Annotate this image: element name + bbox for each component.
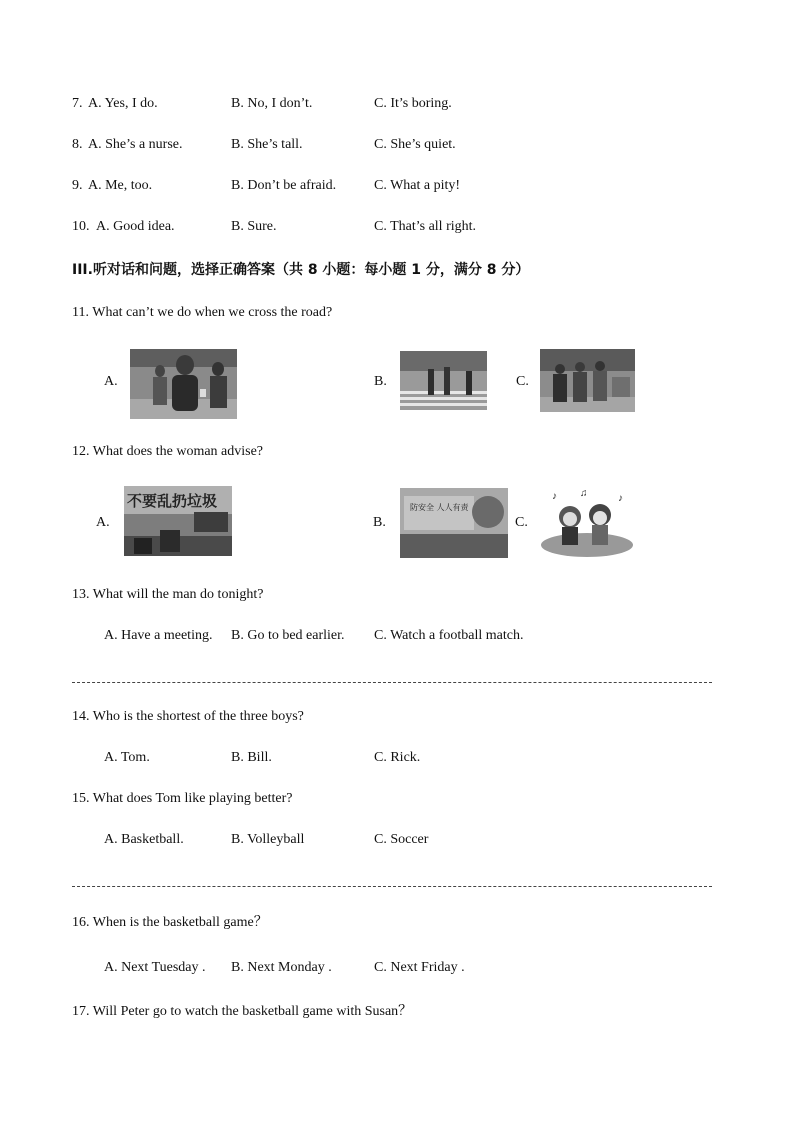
option-b: B. She’s tall. xyxy=(231,137,303,152)
svg-text:♪: ♪ xyxy=(552,491,557,502)
question-14: 14. Who is the shortest of the three boys? xyxy=(72,709,304,724)
question-16: 16. When is the basketball game？ xyxy=(72,915,268,930)
option-b: B. xyxy=(373,515,386,530)
option-c: C. Rick. xyxy=(374,750,421,765)
option-b: B. xyxy=(374,374,387,389)
option-c: C. Watch a football match. xyxy=(374,628,524,643)
dashed-divider xyxy=(72,886,712,887)
option-a: A. Basketball. xyxy=(104,832,184,847)
question-13: 13. What will the man do tonight? xyxy=(72,587,264,602)
option-b: B. Don’t be afraid. xyxy=(231,178,337,193)
option-b: B. No, I don’t. xyxy=(231,96,313,111)
option-b: B. Sure. xyxy=(231,219,277,234)
photo-people-using-phones xyxy=(130,349,237,419)
question-10 xyxy=(72,218,90,236)
question-15: 15. What does Tom like playing better? xyxy=(72,791,293,806)
option-c: C. xyxy=(515,515,528,530)
option-b: B. Next Monday . xyxy=(231,960,332,975)
question-number: 8. xyxy=(72,137,83,152)
option-a: A. She’s a nurse. xyxy=(88,137,183,152)
dashed-divider xyxy=(72,682,712,683)
question-7 xyxy=(72,95,83,113)
image-safety-billboard xyxy=(400,488,508,558)
question-11: 11. What can’t we do when we cross the road? xyxy=(72,305,333,320)
option-b: B. Go to bed earlier. xyxy=(231,628,345,643)
option-c: C. xyxy=(516,374,529,389)
option-c: C. What a pity! xyxy=(374,178,461,193)
question-number: 7. xyxy=(72,96,83,111)
option-a: A. Tom. xyxy=(104,750,150,765)
svg-text:♫: ♫ xyxy=(580,488,588,499)
photo-elderly-walking xyxy=(540,349,635,412)
option-a: A. Good idea. xyxy=(96,219,175,234)
option-c: C. Next Friday . xyxy=(374,960,465,975)
option-c: C. It’s boring. xyxy=(374,96,452,111)
photo-crosswalk xyxy=(400,351,487,410)
option-a: A. Yes, I do. xyxy=(88,96,158,111)
question-number: 9. xyxy=(72,178,83,193)
question-17: 17. Will Peter go to watch the basketball game with Susan？ xyxy=(72,1004,413,1019)
image-no-littering-sign xyxy=(124,486,232,556)
option-b: B. Volleyball xyxy=(231,832,305,847)
option-c: C. She’s quiet. xyxy=(374,137,456,152)
option-a: A. xyxy=(104,374,118,389)
question-9 xyxy=(72,177,83,195)
question-number: 10. xyxy=(72,219,90,234)
option-c: C. That’s all right. xyxy=(374,219,477,234)
option-a: A. Have a meeting. xyxy=(104,628,213,643)
question-8 xyxy=(72,136,83,154)
question-12: 12. What does the woman advise? xyxy=(72,444,264,459)
option-b: B. Bill. xyxy=(231,750,272,765)
section-heading: III.听对话和问题，选择正确答案（共 8 小题：每小题 1 分，满分 8 分） xyxy=(72,262,530,278)
image-kids-singing-cartoon xyxy=(540,487,635,557)
svg-text:♪: ♪ xyxy=(618,493,623,504)
option-a: A. Next Tuesday . xyxy=(104,960,206,975)
option-a: A. xyxy=(96,515,110,530)
option-c: C. Soccer xyxy=(374,832,429,847)
option-a: A. Me, too. xyxy=(88,178,153,193)
billboard-text: 防安全 人人有责 xyxy=(410,503,469,512)
sign-text-top: 不要乱扔垃圾 xyxy=(127,492,218,510)
